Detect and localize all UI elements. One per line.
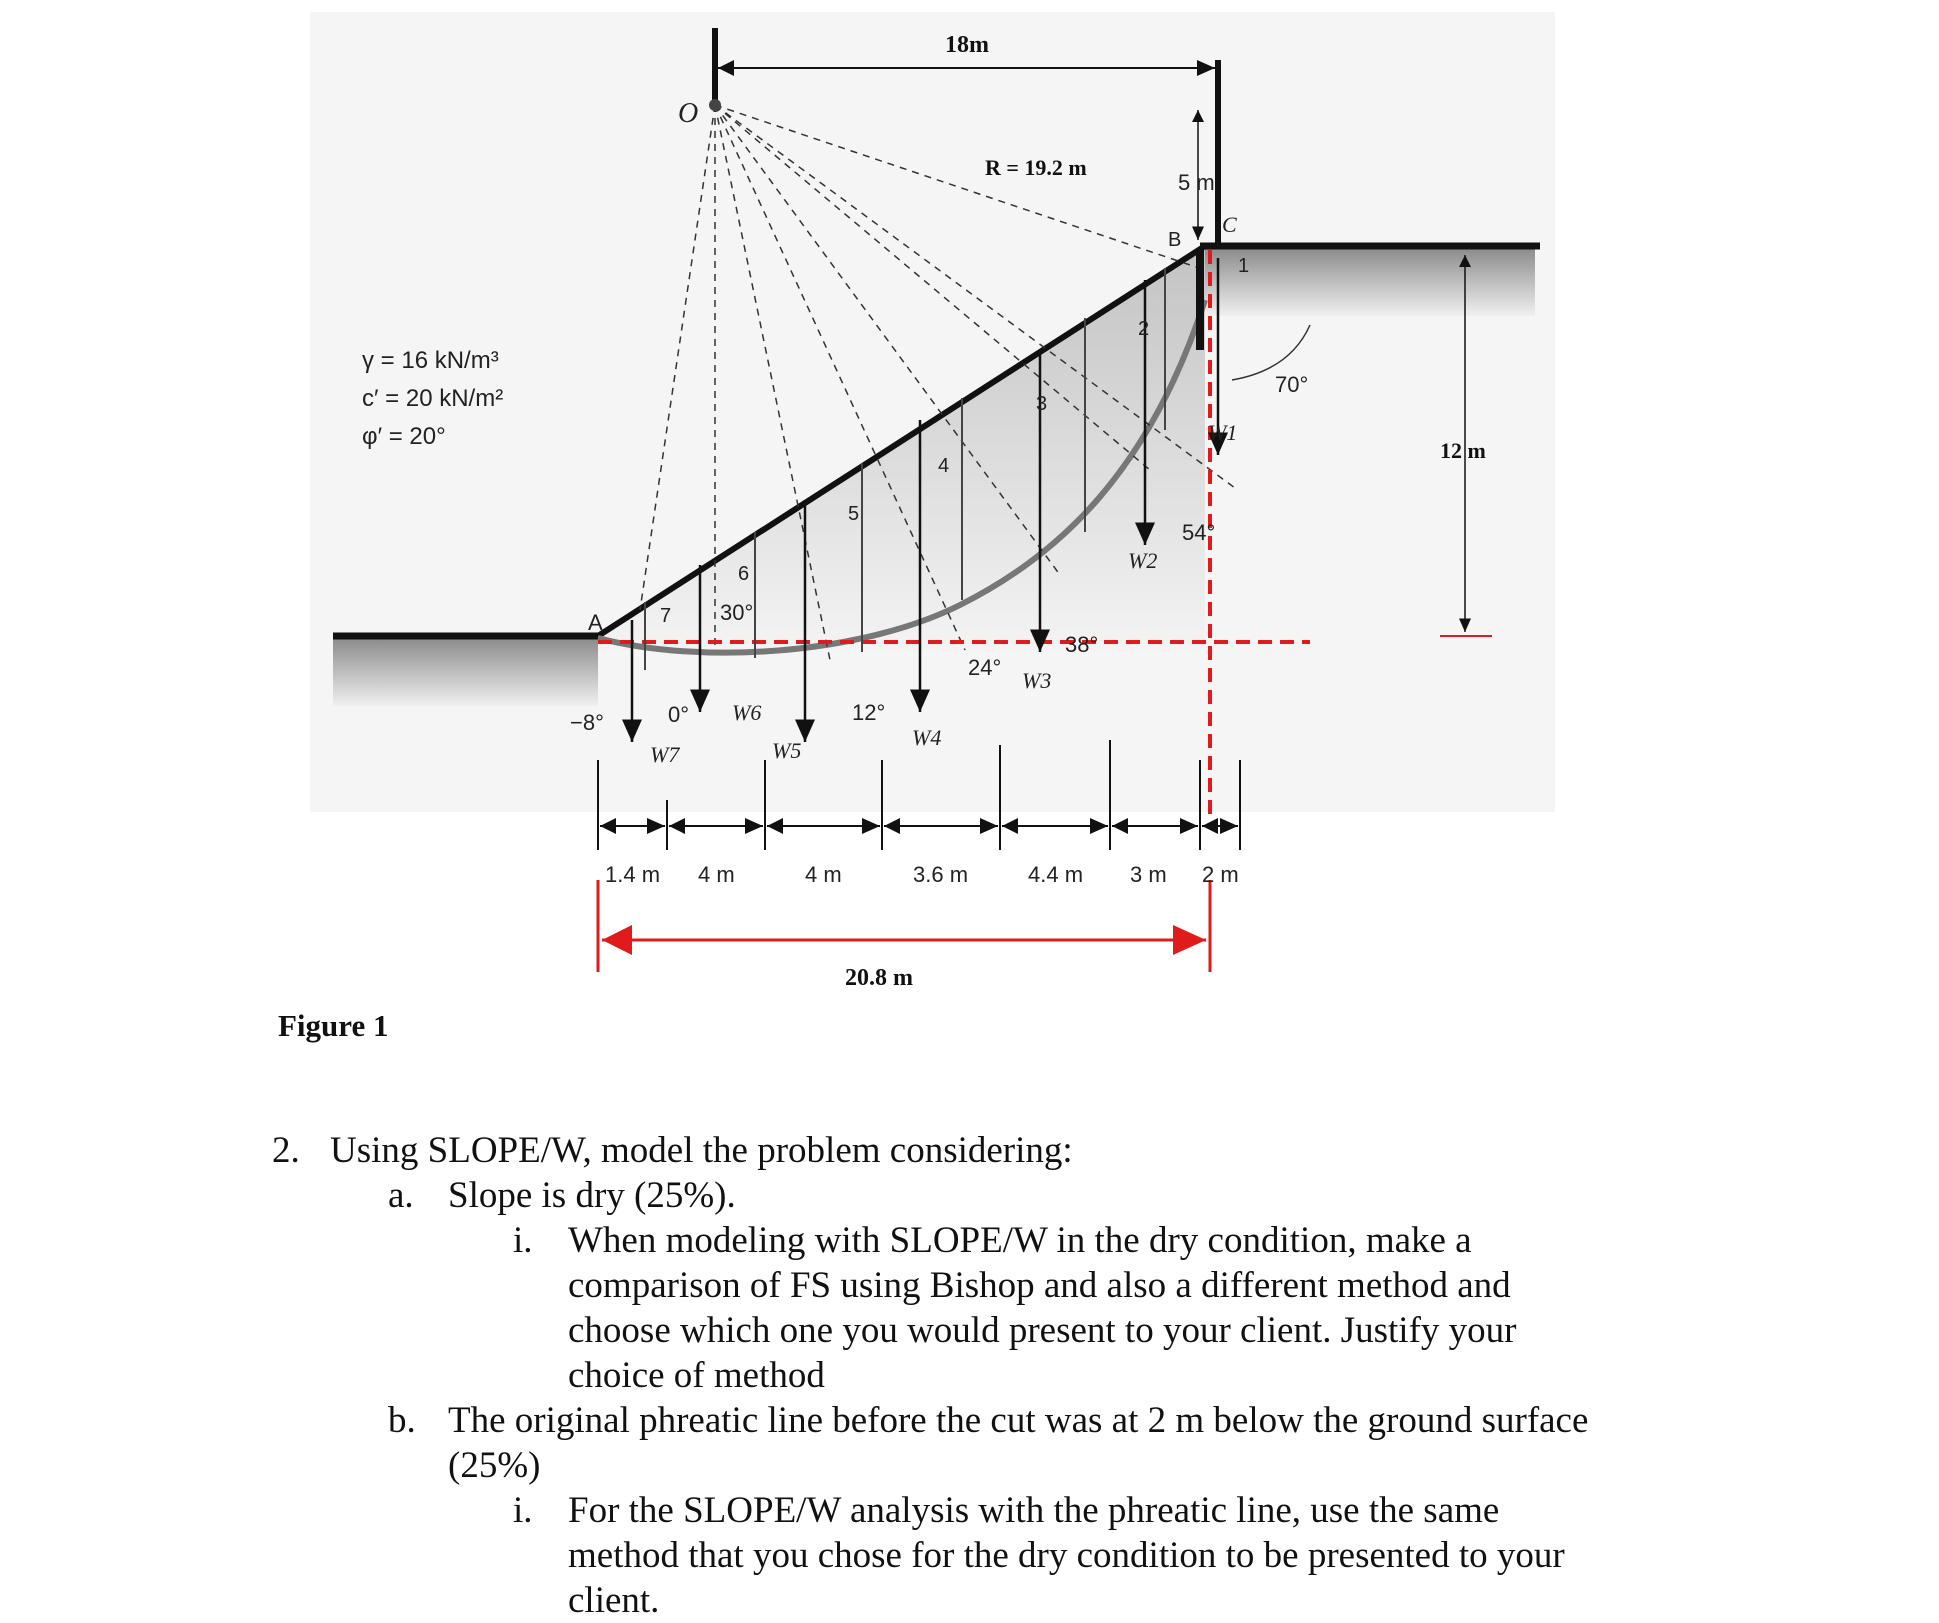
slice-number: 5: [848, 503, 860, 525]
weight-label: W4: [912, 725, 942, 750]
item-b-line: The original phreatic line before the cut was at 2 m below the ground surface: [448, 1400, 1589, 1441]
label-24deg: 24°: [968, 655, 1002, 680]
weight-label: W6: [732, 700, 762, 725]
crest-ground-shading: [1205, 246, 1535, 316]
label-neg8deg: −8°: [570, 710, 604, 735]
label-5m: 5 m: [1178, 170, 1215, 195]
width-label: 4 m: [698, 862, 735, 887]
width-label: 2 m: [1202, 862, 1239, 887]
width-label: 3.6 m: [913, 862, 969, 887]
item-a-i-line: comparison of FS using Bishop and also a different method and: [568, 1265, 1511, 1306]
width-label: 4.4 m: [1028, 862, 1084, 887]
weight-label: W3: [1022, 668, 1052, 693]
label-A: A: [588, 610, 603, 635]
label-O: O: [678, 98, 699, 129]
question-number: 2.: [272, 1130, 300, 1171]
label-radius: R = 19.2 m: [985, 155, 1087, 180]
item-a-text: Slope is dry (25%).: [448, 1175, 736, 1216]
label-12deg: 12°: [852, 700, 886, 725]
soil-phi: φ′ = 20°: [362, 423, 446, 450]
item-b-i-line: method that you chose for the dry condition to be presented to your: [568, 1535, 1565, 1576]
item-a-i-line: choose which one you would present to your client. Justify your: [568, 1310, 1517, 1351]
slice-number: 7: [660, 605, 672, 627]
label-38deg: 38°: [1065, 632, 1099, 657]
item-b-line: (25%): [448, 1445, 541, 1486]
item-a-label: a.: [388, 1175, 414, 1216]
slice-number: 6: [738, 563, 750, 585]
weight-label: W1: [1208, 420, 1238, 445]
weight-label: W5: [772, 738, 802, 763]
slice-number: 4: [938, 455, 950, 477]
toe-ground-shading: [333, 636, 598, 706]
width-label: 1.4 m: [605, 862, 661, 887]
label-54deg: 54°: [1182, 520, 1216, 545]
label-30deg: 30°: [720, 600, 754, 625]
soil-gamma: γ = 16 kN/m³: [362, 347, 499, 374]
item-a-i-line: choice of method: [568, 1355, 825, 1396]
width-label: 3 m: [1130, 862, 1167, 887]
slice-number: 1: [1238, 255, 1250, 277]
label-C: C: [1222, 212, 1237, 237]
weight-label: W2: [1128, 548, 1158, 573]
item-b-i-line: client.: [568, 1580, 660, 1621]
item-a-i-label: i.: [513, 1220, 533, 1261]
label-70deg: 70°: [1275, 372, 1309, 397]
label-B: B: [1168, 229, 1182, 251]
weight-label: W7: [650, 742, 680, 767]
center-point: [709, 99, 721, 111]
slice-number: 3: [1036, 393, 1048, 415]
total-width-label: 20.8 m: [845, 965, 913, 991]
label-18m: 18m: [945, 32, 989, 58]
question-text: Using SLOPE/W, model the problem considering:: [330, 1130, 1073, 1171]
item-b-i-line: For the SLOPE/W analysis with the phreatic line, use the same: [568, 1490, 1500, 1531]
item-b-label: b.: [388, 1400, 416, 1441]
item-a-i-line: When modeling with SLOPE/W in the dry condition, make a: [568, 1220, 1472, 1261]
item-b-i-label: i.: [513, 1490, 533, 1531]
slice-number: 2: [1138, 318, 1150, 340]
label-12m: 12 m: [1440, 438, 1486, 463]
soil-cohesion: c′ = 20 kN/m²: [362, 385, 504, 412]
width-label: 4 m: [805, 862, 842, 887]
label-0deg: 0°: [668, 702, 690, 727]
figure-caption: Figure 1: [278, 1008, 389, 1043]
